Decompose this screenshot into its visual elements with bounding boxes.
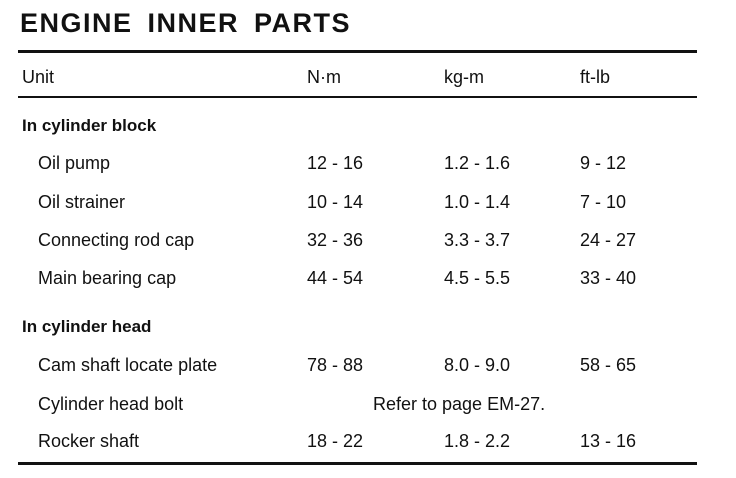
value-ftlb: 7 - 10 [580,192,627,212]
value-nm: 44 - 54 [307,268,364,288]
value-kgm: 4.5 - 5.5 [444,268,511,288]
item-name: Rocker shaft [38,431,140,451]
value-nm: 12 - 16 [307,153,364,173]
reference-note: Refer to page EM-27. [373,394,546,414]
table-row [0,227,736,253]
value-ftlb: 58 - 65 [580,355,637,375]
header-rule [18,96,697,98]
value-nm: 10 - 14 [307,192,364,212]
section-heading-cylinder-block [0,113,736,139]
item-name: Cylinder head bolt [38,394,184,414]
value-kgm: 8.0 - 9.0 [444,355,511,375]
table-header-row [0,64,736,90]
table-row [0,189,736,215]
section-heading-cylinder-head [0,314,736,340]
item-name: Oil strainer [38,192,126,212]
top-rule [18,50,697,53]
value-kgm: 1.8 - 2.2 [444,431,511,451]
value-ftlb: 33 - 40 [580,268,637,288]
table-row [0,428,736,454]
value-nm: 78 - 88 [307,355,364,375]
header-nm: N·m [307,67,341,87]
bottom-rule [18,462,697,465]
item-name: Oil pump [38,153,111,173]
header-unit: Unit [22,67,55,87]
value-ftlb: 13 - 16 [580,431,637,451]
value-nm: 32 - 36 [307,230,364,250]
section-label: In cylinder block [22,116,157,135]
value-kgm: 1.0 - 1.4 [444,192,511,212]
value-kgm: 3.3 - 3.7 [444,230,511,250]
value-ftlb: 9 - 12 [580,153,627,173]
table-row [0,150,736,176]
value-kgm: 1.2 - 1.6 [444,153,511,173]
table-row [0,265,736,291]
item-name: Main bearing cap [38,268,177,288]
header-kgm: kg-m [444,67,484,87]
table-row [0,352,736,378]
item-name: Connecting rod cap [38,230,195,250]
value-ftlb: 24 - 27 [580,230,637,250]
table-row [0,391,736,417]
page-title: ENGINE INNER PARTS [20,8,352,38]
section-label: In cylinder head [22,317,152,336]
header-ftlb: ft-lb [580,67,611,87]
value-nm: 18 - 22 [307,431,364,451]
item-name: Cam shaft locate plate [38,355,218,375]
